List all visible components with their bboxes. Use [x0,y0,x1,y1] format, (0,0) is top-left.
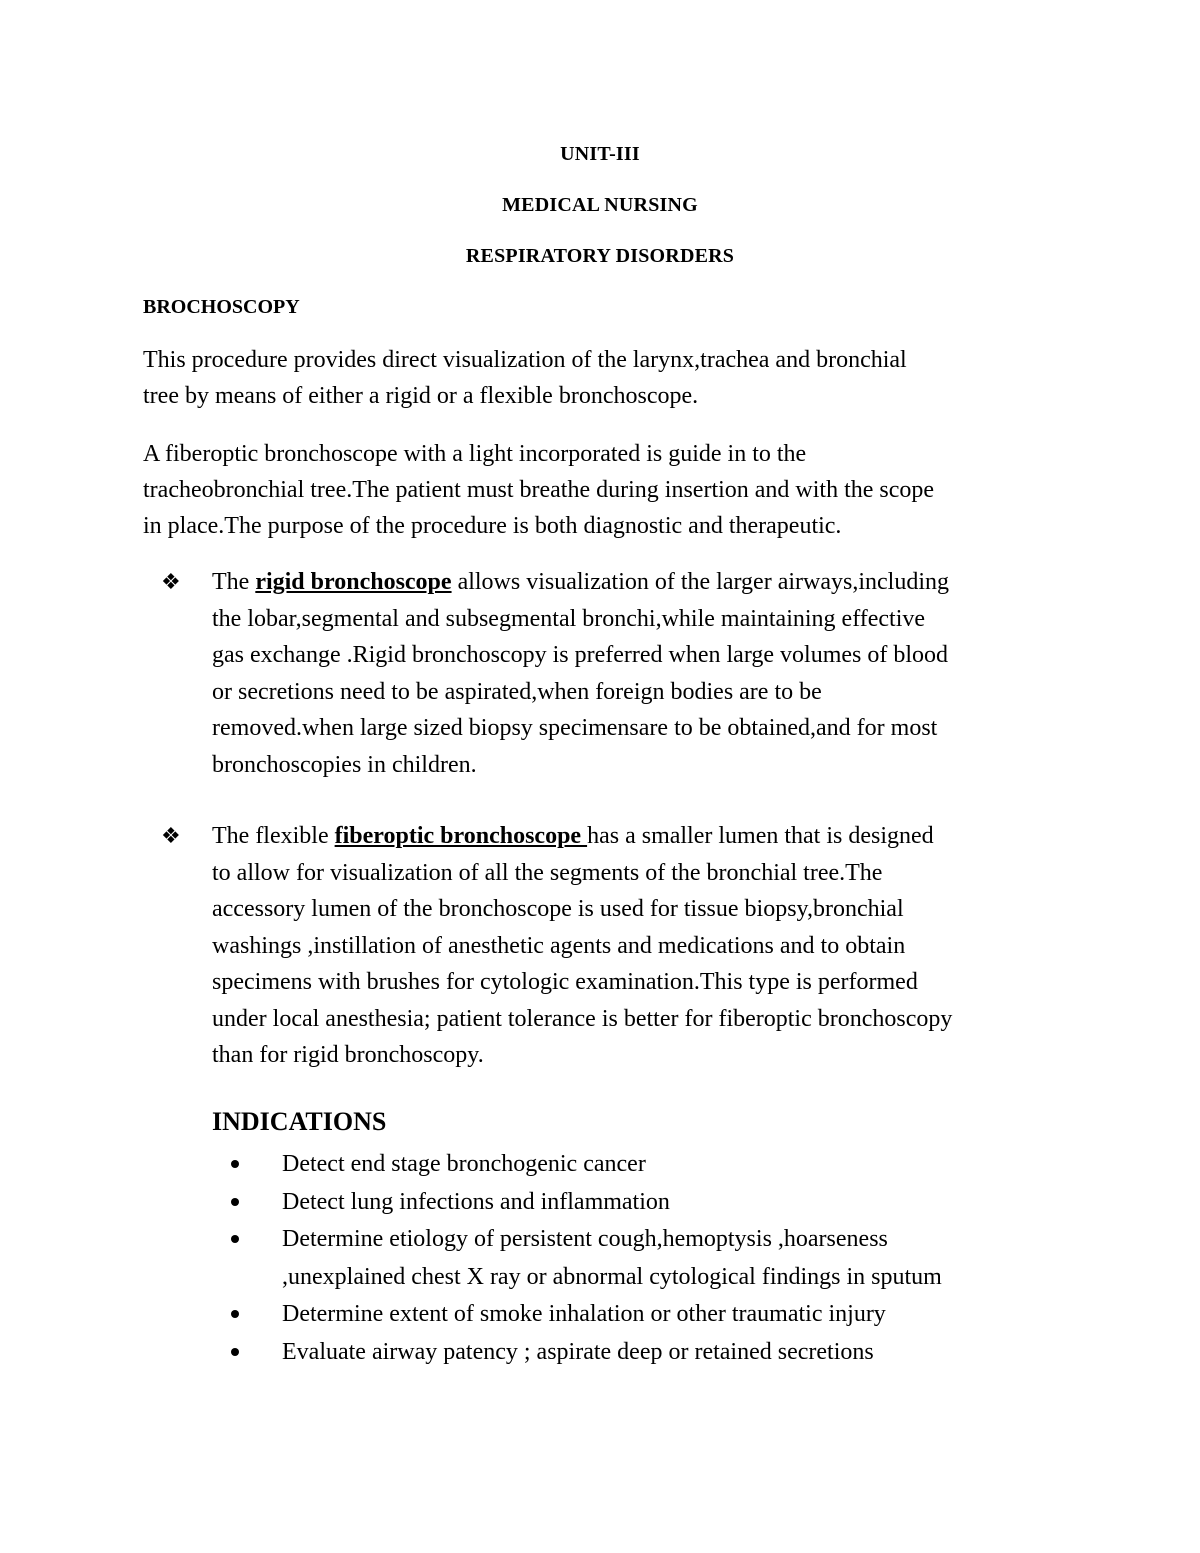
bullet-line: than for rigid bronchoscopy. [212,1042,484,1068]
bullet-body [212,818,1082,1074]
bullet-line: specimens with brushes for cytologic examination.This type is performed [212,969,918,995]
list-item-text: Determine etiology of persistent cough,hemoptysis ,hoarseness [282,1226,888,1252]
bullet-dot-icon [231,1348,239,1356]
paragraph-line: tracheobronchial tree.The patient must breathe during insertion and with the scope [143,477,935,503]
bullet-lead-text: The [212,569,256,595]
bullet-dot-icon [231,1235,239,1243]
rigid-bronchoscope-term: rigid bronchoscope [255,569,452,595]
diamond-bullet-icon: ❖ [161,569,181,594]
list-item-text: ,unexplained chest X ray or abnormal cytological findings in sputum [282,1263,942,1290]
list-item [212,1296,1092,1334]
list-item-text: Determine extent of smoke inhalation or other traumatic injury [282,1301,886,1327]
subject-title: MEDICAL NURSING [502,194,698,216]
bullet-line: removed.when large sized biopsy specimensare to be obtained,and for most [212,715,938,741]
bullet-trail-text: has a smaller lumen that is designed [587,823,934,849]
indications-list [212,1146,1092,1371]
paragraph-line: tree by means of either a rigid or a flexible bronchoscope. [143,383,699,409]
bullet-line: bronchoscopies in children. [212,751,477,778]
bullet-lead-text: The flexible [212,823,335,849]
bullet-line: under local anesthesia; patient tolerance is better for fiberoptic bronchoscopy [212,1005,953,1032]
paragraph-line: This procedure provides direct visualization of the larynx,trachea and bronchial [143,347,907,373]
paragraph-line: in place.The purpose of the procedure is both diagnostic and therapeutic. [143,513,842,539]
bullet-trail-text: allows visualization of the larger airways,including [451,569,949,595]
list-item-text: Detect lung infections and inflammation [282,1188,670,1215]
list-item [212,1146,1092,1184]
fiberoptic-bronchoscope-term: fiberoptic bronchoscope [334,823,588,849]
paragraph-intro [143,342,1073,414]
bullet-line: accessory lumen of the bronchoscope is used for tissue biopsy,bronchial [212,896,904,922]
list-item [212,1334,1092,1372]
unit-title: UNIT-III [560,143,640,165]
bullet-body [212,564,1082,783]
bullet-line: to allow for visualization of all the segments of the bronchial tree.The [212,859,883,886]
section-heading: BROCHOSCOPY [143,296,300,318]
bullet-line: the lobar,segmental and subsegmental bronchi,while maintaining effective [212,605,926,632]
paragraph-fiberoptic [143,436,1073,544]
topic-title: RESPIRATORY DISORDERS [465,245,735,267]
bullet-dot-icon [231,1310,239,1318]
bullet-dot-icon [231,1160,239,1168]
bullet-first-line [212,564,1082,601]
bullet-line: washings ,instillation of anesthetic agents and medications and to obtain [212,932,906,959]
bullet-line: gas exchange .Rigid bronchoscopy is preferred when large volumes of blood [212,642,949,668]
list-item [212,1184,1092,1222]
bullet-line: or secretions need to be aspirated,when foreign bodies are to be [212,678,822,705]
diamond-bullet-icon: ❖ [161,823,181,848]
list-item [212,1221,1092,1296]
list-item-text: Evaluate airway patency ; aspirate deep or retained secretions [282,1338,874,1365]
bullet-first-line [212,818,1082,855]
list-item-text: Detect end stage bronchogenic cancer [282,1151,646,1177]
bullet-dot-icon [231,1198,239,1206]
indications-heading: INDICATIONS [212,1107,387,1136]
paragraph-line: A fiberoptic bronchoscope with a light incorporated is guide in to the [143,441,807,467]
